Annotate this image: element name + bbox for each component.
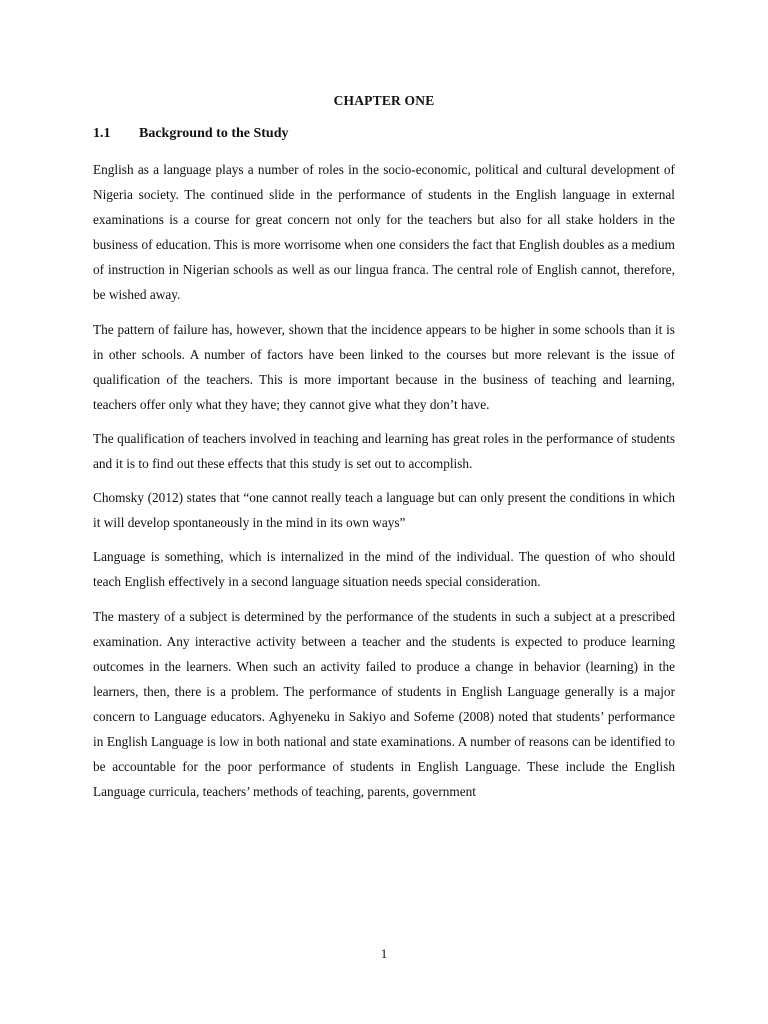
page-number: 1 bbox=[380, 946, 388, 961]
paragraph: The pattern of failure has, however, shown that the incidence appears to be higher in some schools than it is in other schools. A number of factors have been linked to the courses but more relevant is the issue of qualification of the teachers. This is more important because in the business of teaching and learning, teachers offer only what they have; they cannot give what they don’t have. bbox=[93, 321, 675, 412]
paragraph: Chomsky (2012) states that “one cannot really teach a language but can only present the conditions in which it will develop spontaneously in the mind in its own ways” bbox=[93, 490, 675, 531]
section-title: Background to the Study bbox=[139, 126, 289, 141]
section-heading bbox=[93, 126, 289, 142]
paragraph: English as a language plays a number of roles in the socio-economic, political and cultural development of Nigeria society. The continued slide in the performance of students in the English language in external examinations is a course for great concern not only for the teachers but also for all stake holders in the business of education. This is more worrisome when one considers the fact that English doubles as a medium of instruction in Nigerian schools as well as our lingua franca. The central role of English cannot, therefore, be wished away. bbox=[93, 162, 675, 303]
section-number: 1.1 bbox=[93, 126, 111, 141]
paragraph: The qualification of teachers involved in teaching and learning has great roles in the performance of students and it is to find out these effects that this study is set out to accomplish. bbox=[93, 430, 675, 472]
paragraph: The mastery of a subject is determined by the performance of the students in such a subject at a prescribed examination. Any interactive activity between a teacher and the students is expected to produce learning outcomes in the learners. When such an activity failed to produce a change in behavior (learning) in the learners, then, there is a problem. The performance of students in English Language generally is a major concern to Language educators. Aghyeneku in Sakiyo and Sofeme (2008) noted that students’ performance in English Language is low in both national and state examinations. A number of reasons can be identified to be accountable for the poor performance of students in English Language. These include the English Language curricula, teachers’ methods of teaching, parents, government bbox=[93, 608, 675, 800]
paragraph: Language is something, which is internalized in the mind of the individual. The question of who should teach English effectively in a second language situation needs special consideration. bbox=[93, 549, 675, 590]
body-text bbox=[93, 157, 675, 813]
chapter-title: CHAPTER ONE bbox=[333, 93, 435, 108]
